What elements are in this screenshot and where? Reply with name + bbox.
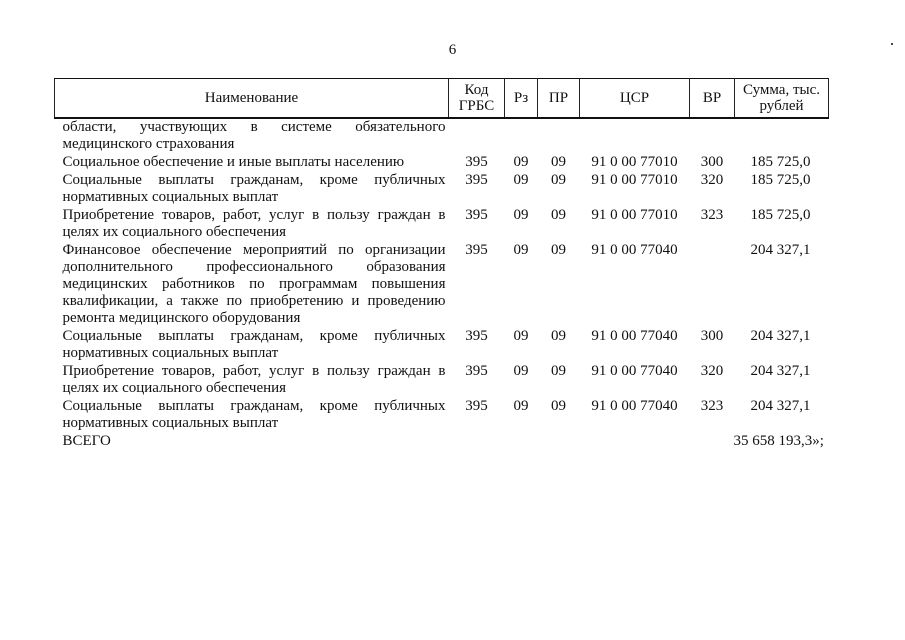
- row-rz: 09: [513, 154, 529, 170]
- row-name: Социальные выплаты гражданам, кроме публичных нормативных социальных выплат: [62, 398, 446, 431]
- total-sum: 35 658 193,3»;: [733, 433, 824, 449]
- row-vr: 320: [700, 363, 724, 379]
- row-grbs: 395: [465, 328, 488, 344]
- row-vr: 300: [700, 154, 724, 170]
- table-row: [55, 398, 829, 433]
- row-vr: 300: [700, 328, 724, 344]
- row-csr: 91 0 00 77010: [591, 172, 678, 188]
- row-pr: 09: [551, 398, 566, 414]
- table-row: [55, 118, 829, 154]
- row-vr: 323: [700, 207, 724, 223]
- row-grbs: 395: [465, 154, 488, 170]
- table-row: [55, 328, 829, 363]
- row-sum: 185 725,0: [750, 154, 811, 170]
- row-vr: 320: [700, 172, 724, 188]
- header-grbs: Код ГРБС: [449, 79, 505, 119]
- row-pr: 09: [551, 172, 566, 188]
- row-name: Приобретение товаров, работ, услуг в пользу граждан в целях их социального обеспечения: [62, 363, 446, 396]
- header-sum: Сумма, тыс. рублей: [735, 79, 829, 119]
- table-body: [55, 118, 829, 451]
- table-row: [55, 242, 829, 328]
- row-csr: 91 0 00 77040: [591, 242, 678, 258]
- row-pr: 09: [551, 363, 566, 379]
- row-pr: 09: [551, 328, 566, 344]
- row-pr: 09: [551, 154, 566, 170]
- header-pr: ПР: [538, 79, 580, 119]
- header-rz: Рз: [505, 79, 538, 119]
- row-rz: [505, 118, 538, 154]
- row-rz: 09: [513, 207, 529, 223]
- row-csr: [580, 118, 690, 154]
- row-rz: 09: [513, 242, 529, 258]
- header-csr: ЦСР: [580, 79, 690, 119]
- row-sum: 185 725,0: [750, 207, 811, 223]
- row-name: области, участвующих в системе обязательного медицинского страхования: [62, 119, 446, 152]
- row-sum: 204 327,1: [750, 363, 811, 379]
- table-header: [55, 79, 829, 119]
- row-grbs: 395: [465, 172, 488, 188]
- table-row: [55, 154, 829, 172]
- row-rz: 09: [513, 328, 529, 344]
- row-csr: 91 0 00 77010: [591, 154, 678, 170]
- table-row: [55, 172, 829, 207]
- row-sum: 204 327,1: [750, 242, 811, 258]
- budget-table: [54, 78, 829, 451]
- row-vr: 323: [700, 398, 724, 414]
- row-csr: 91 0 00 77010: [591, 207, 678, 223]
- row-name: Приобретение товаров, работ, услуг в пользу граждан в целях их социального обеспечения: [62, 207, 446, 240]
- row-csr: 91 0 00 77040: [591, 328, 678, 344]
- table-row: [55, 207, 829, 242]
- row-sum: 204 327,1: [750, 328, 811, 344]
- row-pr: [538, 118, 580, 154]
- row-vr: [690, 242, 735, 328]
- row-rz: 09: [513, 363, 529, 379]
- row-grbs: 395: [465, 363, 488, 379]
- row-vr: [690, 118, 735, 154]
- total-row: [55, 433, 829, 451]
- total-label: ВСЕГО: [62, 433, 111, 449]
- row-grbs: 395: [465, 207, 488, 223]
- page-number: 6: [448, 42, 457, 58]
- row-grbs: 395: [465, 242, 488, 258]
- table-row: [55, 363, 829, 398]
- row-name: Финансовое обеспечение мероприятий по организации дополнительного профессионального образования медицинских работников по программам повышения квалификации, а также по приобретению и проведению ремонта медицинского оборудования: [62, 242, 446, 326]
- row-rz: 09: [513, 172, 529, 188]
- row-name: Социальные выплаты гражданам, кроме публичных нормативных социальных выплат: [62, 172, 446, 205]
- row-sum: 185 725,0: [750, 172, 811, 188]
- row-grbs: 395: [465, 398, 488, 414]
- row-pr: 09: [551, 207, 566, 223]
- header-name: Наименование: [55, 79, 449, 119]
- row-rz: 09: [513, 398, 529, 414]
- row-sum: [735, 118, 829, 154]
- row-grbs: [449, 118, 505, 154]
- row-pr: 09: [551, 242, 566, 258]
- row-sum: 204 327,1: [750, 398, 811, 414]
- row-name: Социальное обеспечение и иные выплаты населению: [62, 154, 405, 170]
- header-vr: ВР: [690, 79, 735, 119]
- stray-mark: [891, 43, 893, 45]
- row-csr: 91 0 00 77040: [591, 363, 678, 379]
- row-name: Социальные выплаты гражданам, кроме публичных нормативных социальных выплат: [62, 328, 446, 361]
- row-csr: 91 0 00 77040: [591, 398, 678, 414]
